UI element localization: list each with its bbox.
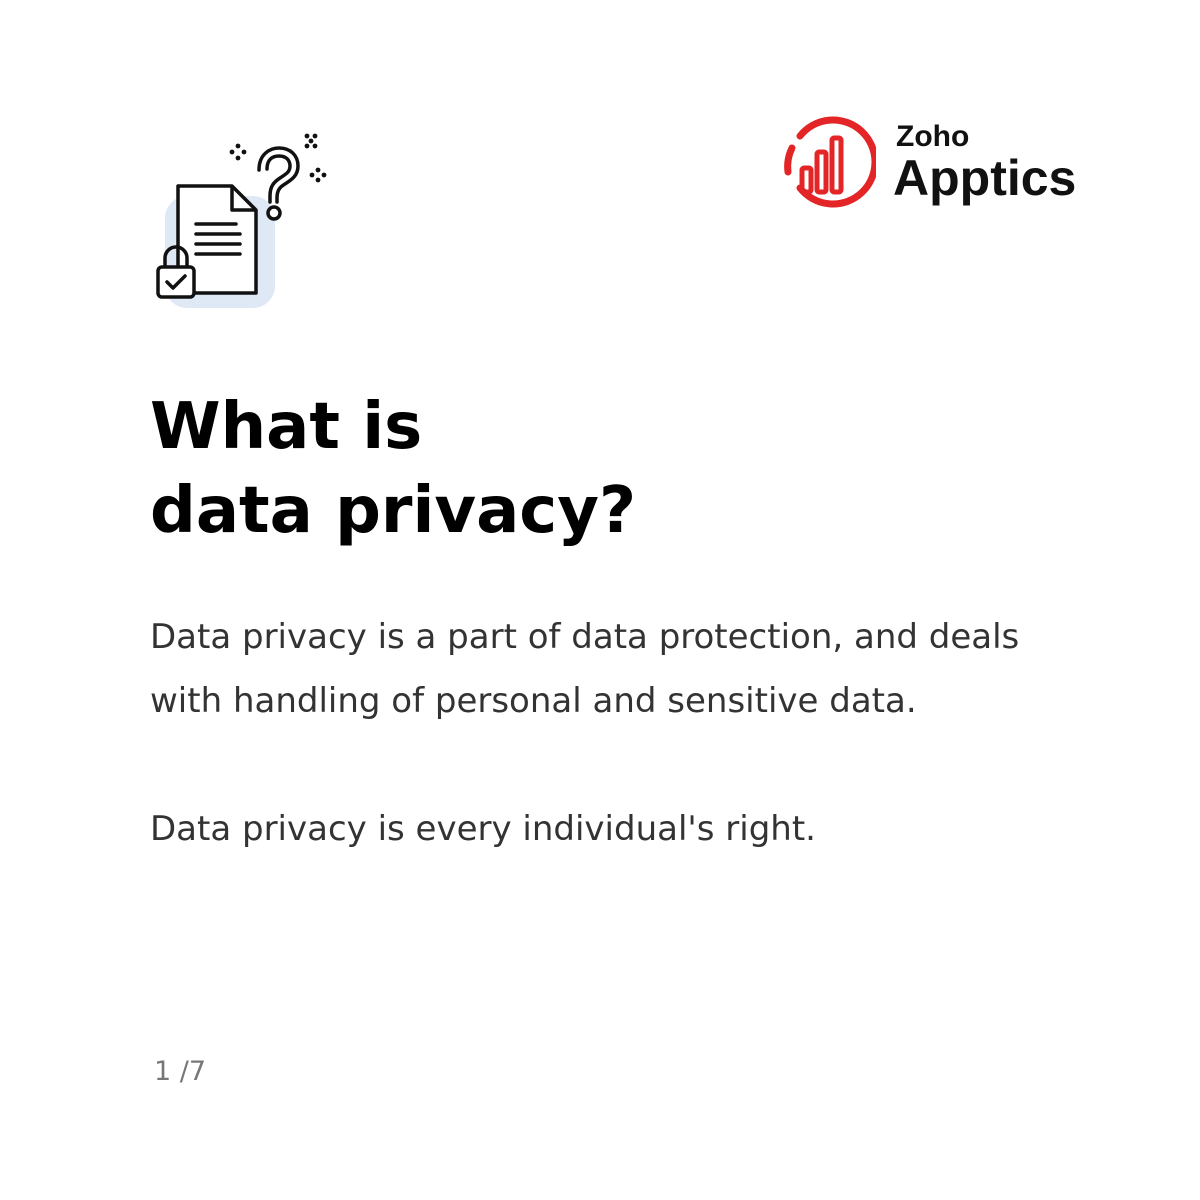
- definition-paragraph: Data privacy is a part of data protection, and deals with handling of personal and sensitive data.: [150, 617, 1020, 721]
- page-title-line-2: data privacy?: [150, 474, 637, 548]
- page-indicator: 1 /7: [154, 1056, 207, 1087]
- rights-paragraph: Data privacy is every individual's right.: [150, 809, 816, 849]
- document-lock-illustration: [150, 128, 340, 318]
- sparkle-icon: [230, 134, 327, 183]
- page-title: [150, 385, 1050, 553]
- zoho-apptics-logo: [780, 112, 1100, 212]
- logo-brand-text: Zoho: [896, 120, 970, 153]
- data-privacy-illustration: [150, 128, 340, 318]
- apptics-logo-icon: [780, 114, 876, 210]
- question-dot: [268, 207, 280, 219]
- logo-product-text: Apptics: [893, 150, 1077, 206]
- question-mark-icon: [259, 148, 298, 202]
- page-title-line-1: What is: [150, 390, 423, 464]
